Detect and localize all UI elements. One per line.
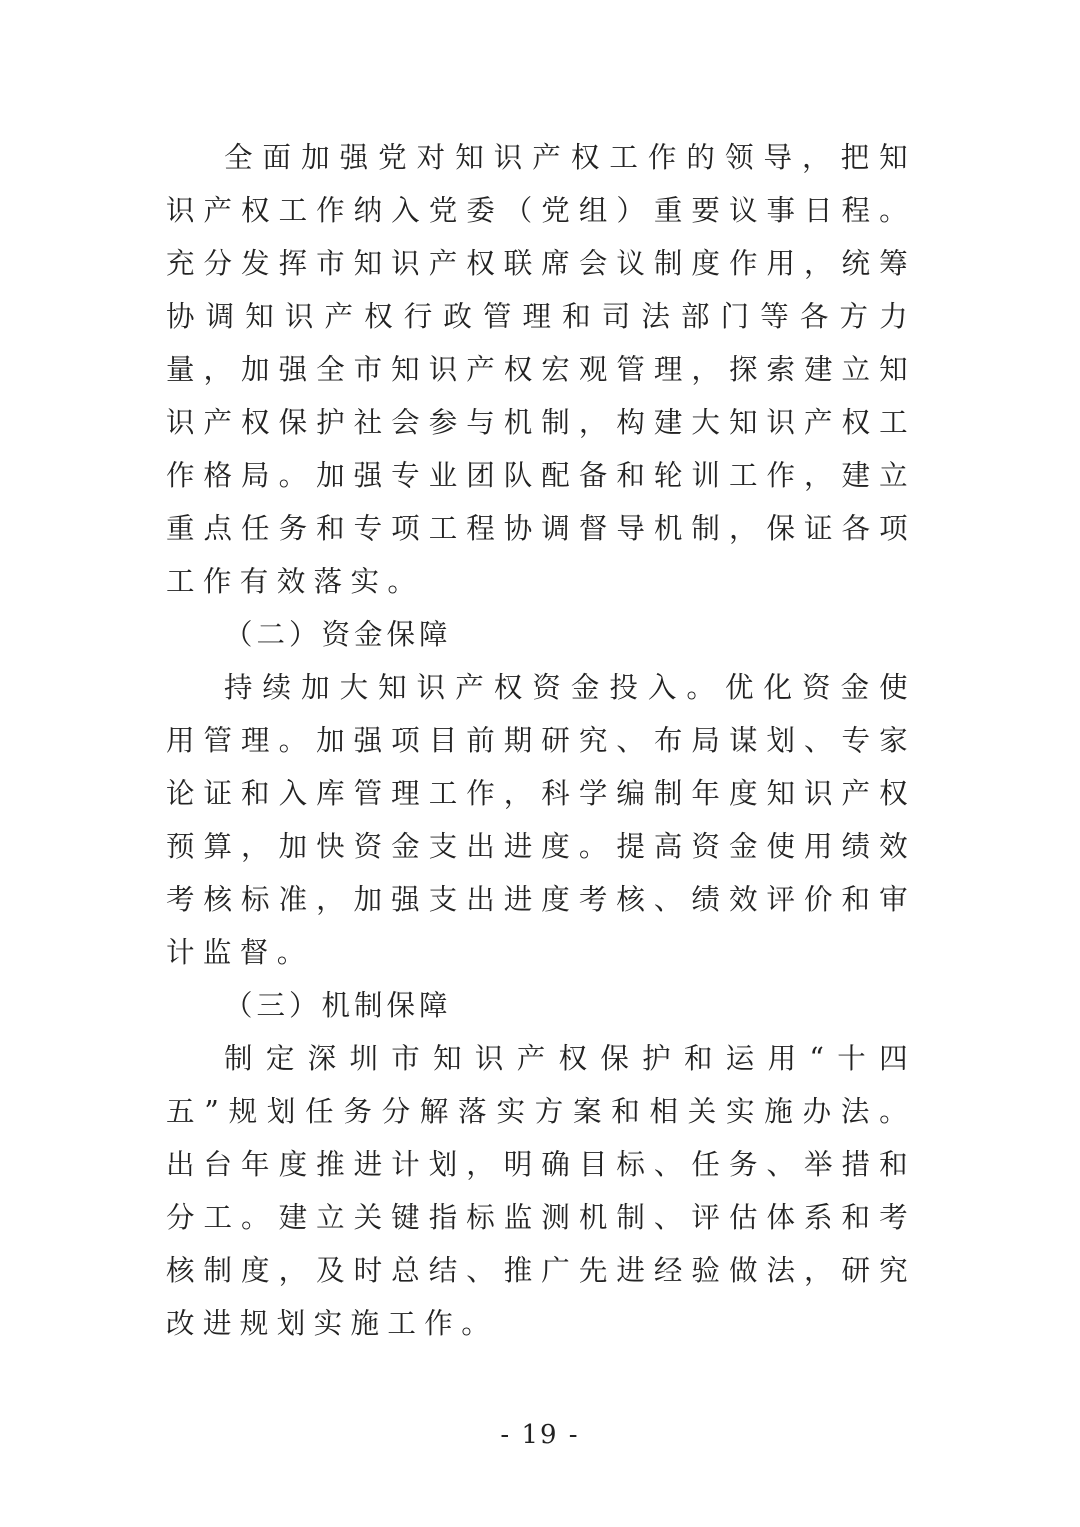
page-number: - 19 - [500,1420,580,1450]
document-body [166,131,916,1350]
section-heading-mechanism: （三）机制保障 [224,989,452,1022]
paragraph-funding: 持续加大知识产权资金投入。优化资金使用管理。加强项目前期研究、布局谋划、专家论证和入库管理工作，科学编制年度知识产权预算，加快资金支出进度。提高资金使用绩效考核标准，加强支出进度考核、绩效评价和审计监督。 [166,671,916,969]
paragraph-mechanism: 制定深圳市知识产权保护和运用“十四五”规划任务分解落实方案和相关实施办法。出台年度推进计划，明确目标、任务、举措和分工。建立关键指标监测机制、评估体系和考核制度，及时总结、推广先进经验做法，研究改进规划实施工作。 [166,1042,916,1340]
section-heading-funding: （二）资金保障 [224,618,452,651]
paragraph-party-leadership: 全面加强党对知识产权工作的领导，把知识产权工作纳入党委（党组）重要议事日程。充分发挥市知识产权联席会议制度作用，统筹协调知识产权行政管理和司法部门等各方力量，加强全市知识产权宏观管理，探索建立知识产权保护社会参与机制，构建大知识产权工作格局。加强专业团队配备和轮训工作，建立重点任务和专项工程协调督导机制，保证各项工作有效落实。 [166,141,916,598]
